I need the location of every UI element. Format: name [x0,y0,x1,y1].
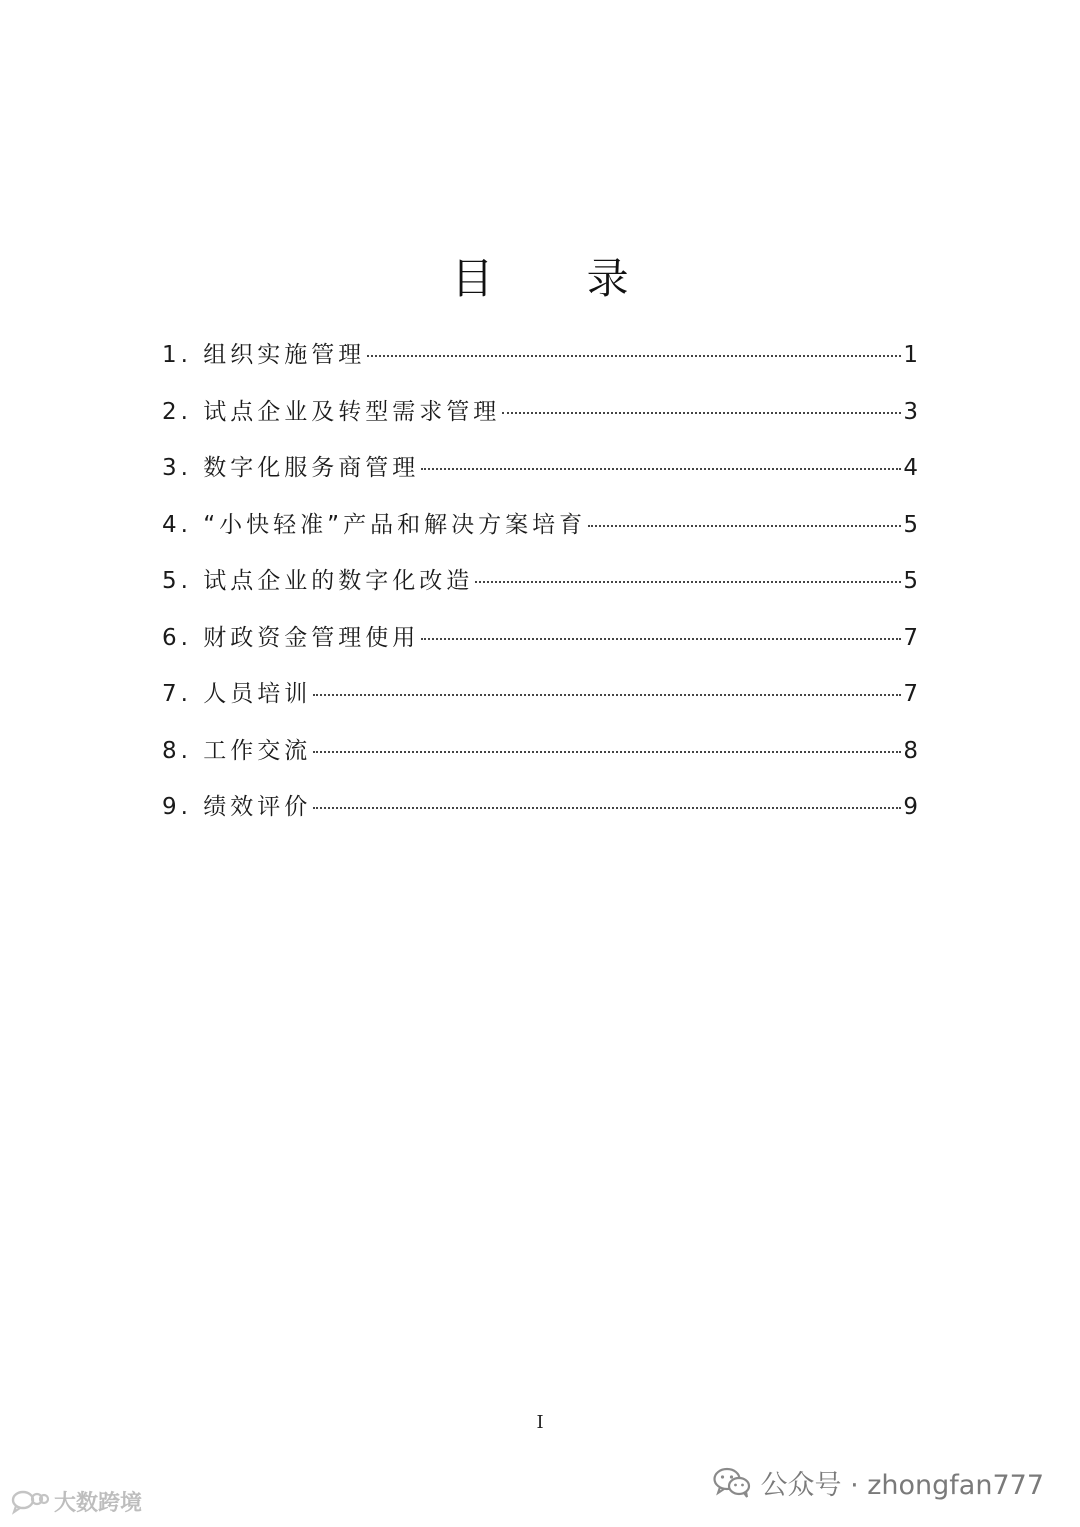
toc-item-label: 9. 绩效评价 [162,794,312,820]
toc-item-label: 8. 工作交流 [162,737,312,764]
toc-item[interactable] [162,675,918,732]
page-number: I [536,1412,544,1433]
toc-item[interactable] [162,449,918,506]
toc-item-label: 6. 财政资金管理使用 [162,624,420,651]
toc-item-page: 4 [903,455,918,481]
toc-item[interactable] [162,619,918,676]
toc-item-page: 3 [903,398,918,425]
toc-item[interactable] [162,788,918,845]
toc-item-page: 7 [903,681,918,707]
toc-item-page: 8 [903,737,918,764]
toc-list [162,336,918,845]
toc-dot-leader [313,751,901,753]
toc-item[interactable] [162,562,918,619]
chat-bubble-icon [10,1489,50,1515]
toc-item[interactable] [162,732,918,789]
toc-title: 目 录 [451,254,669,303]
toc-item-page: 9 [903,794,918,820]
toc-dot-leader [421,638,901,640]
toc-dot-leader [475,581,901,583]
corner-watermark-text: 大数跨境 [54,1491,143,1516]
toc-item-page: 5 [903,568,918,594]
corner-watermark [10,1486,142,1517]
wechat-watermark-text: 公众号 · zhongfan777 [760,1470,1044,1501]
toc-item[interactable] [162,336,918,393]
toc-item-label: 5. 试点企业的数字化改造 [162,568,474,594]
toc-item-label: 4. “小快轻准”产品和解决方案培育 [162,511,587,538]
toc-item-page: 5 [903,511,918,538]
toc-item-page: 7 [903,624,918,651]
toc-item-page: 1 [903,342,918,368]
toc-item-label: 3. 数字化服务商管理 [162,455,420,481]
toc-item-label: 7. 人员培训 [162,681,312,707]
wechat-icon [713,1467,751,1499]
toc-item[interactable] [162,506,918,563]
toc-dot-leader [367,355,901,357]
wechat-watermark [713,1463,1045,1502]
toc-dot-leader [313,807,901,809]
toc-dot-leader [421,468,901,470]
toc-dot-leader [502,412,901,414]
toc-item-label: 2. 试点企业及转型需求管理 [162,398,501,425]
toc-item[interactable] [162,393,918,450]
toc-dot-leader [588,525,901,527]
toc-item-label: 1. 组织实施管理 [162,342,366,368]
toc-dot-leader [313,694,901,696]
